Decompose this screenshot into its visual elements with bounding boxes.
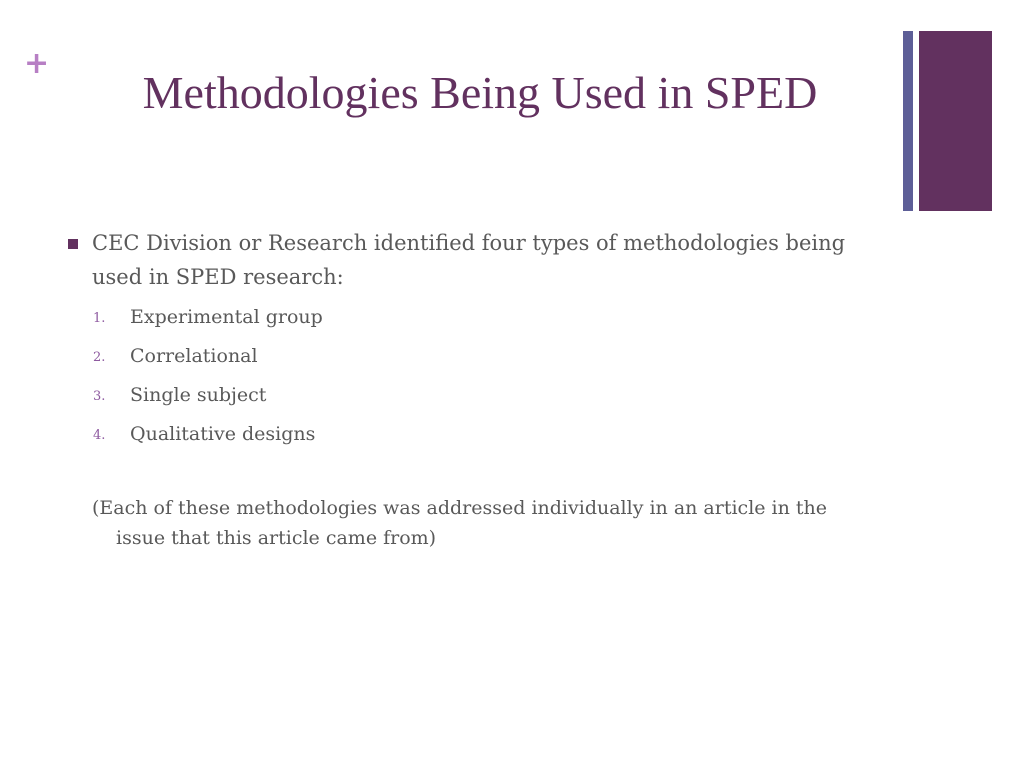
square-bullet-icon <box>68 239 78 249</box>
list-number: 1. <box>93 311 106 326</box>
note-text: (Each of these methodologies was addressed individually in an article in the issue that this article came from) <box>92 497 828 549</box>
list-item <box>66 376 866 415</box>
list-number: 3. <box>93 389 106 404</box>
list-number: 4. <box>93 428 106 443</box>
list-item-text: Single subject <box>130 384 267 406</box>
main-bullet <box>66 226 866 294</box>
decorative-thick-bar <box>919 31 992 211</box>
list-item-text: Correlational <box>130 345 258 367</box>
decorative-thin-bar <box>903 31 913 211</box>
main-bullet-text: CEC Division or Research identified four types of methodologies being used in SPED research: <box>92 231 846 289</box>
plus-icon: + <box>24 46 50 81</box>
slide-title: Methodologies Being Used in SPED <box>142 67 818 118</box>
slide-content <box>66 226 866 572</box>
list-item <box>66 298 866 337</box>
list-item <box>66 337 866 376</box>
list-item-text: Experimental group <box>130 306 323 328</box>
list-item-text: Qualitative designs <box>130 423 316 445</box>
list-number: 2. <box>93 350 106 365</box>
methodology-list <box>66 298 866 454</box>
list-item <box>66 415 866 454</box>
